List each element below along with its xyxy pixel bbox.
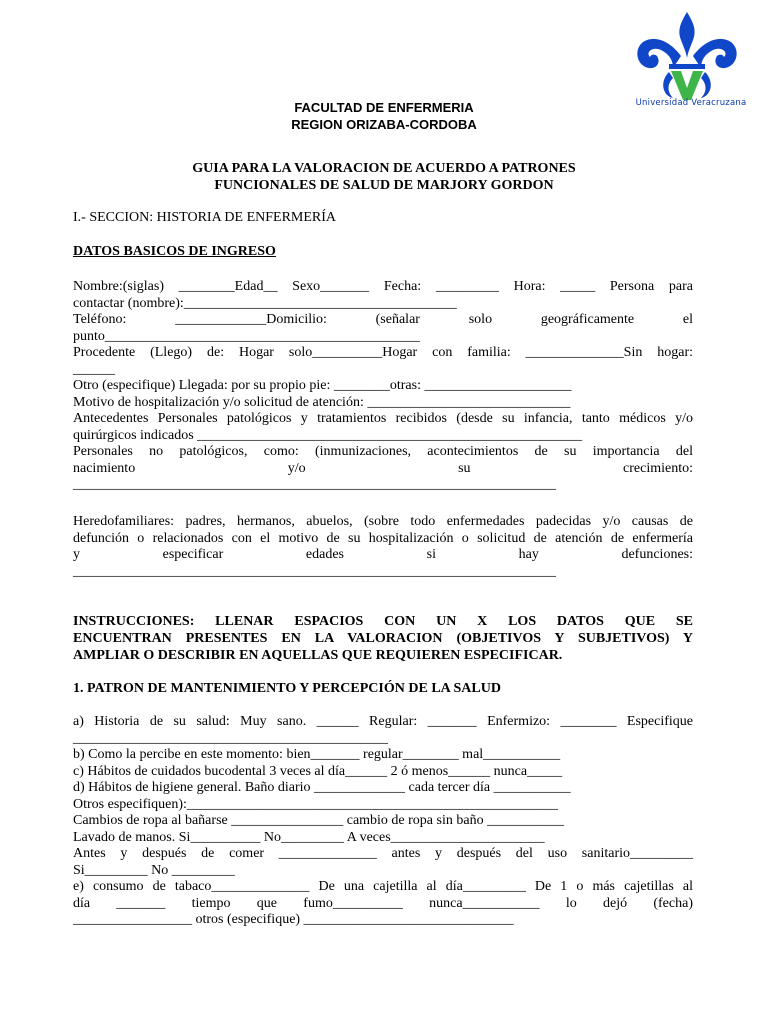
form-line: defunción o relacionados con el motivo de su hospitalización o solicitud de atención de enfermería bbox=[73, 530, 693, 546]
section-heading: I.- SECCION: HISTORIA DE ENFERMERÍA bbox=[73, 210, 337, 225]
datos-basicos-block bbox=[73, 279, 693, 494]
region-name: REGION ORIZABA-CORDOBA bbox=[291, 117, 477, 132]
form-line: Personales no patológicos, como: (inmunizaciones, acontecimientos de su importancia del bbox=[73, 444, 693, 459]
form-line: y especificar edades si hay defunciones: bbox=[73, 547, 693, 562]
form-line: Antes y después de comer ______________ antes y después del uso sanitario_________ bbox=[73, 846, 693, 861]
form-line: ______ bbox=[73, 361, 115, 377]
form-line: Lavado de manos. Si__________ No_________ A veces______________________ bbox=[73, 829, 545, 845]
form-line: contactar (nombre):_______________________________________ bbox=[73, 295, 457, 311]
form-line: Motivo de hospitalización y/o solicitud de atención: _____________________________ bbox=[73, 394, 571, 410]
form-line: Otro (especifique) Llegada: por su propio pie: ________otras: _____________________ bbox=[73, 378, 572, 393]
form-line: d) Hábitos de higiene general. Baño diario _____________ cada tercer día ___________ bbox=[73, 780, 571, 795]
form-line: Nombre:(siglas) ________Edad__ Sexo_______ Fecha: _________ Hora: _____ Persona para bbox=[73, 279, 693, 294]
form-line: b) Como la percibe en este momento: bien_______ regular________ mal___________ bbox=[73, 747, 561, 762]
pattern1-heading: 1. PATRON DE MANTENIMIENTO Y PERCEPCIÓN DE LA SALUD bbox=[73, 681, 501, 696]
form-line: e) consumo de tabaco______________ De una cajetilla al día_________ De 1 o más cajetillas al bbox=[73, 879, 693, 894]
form-line: punto_____________________________________________ bbox=[73, 328, 420, 344]
form-line: día _______ tiempo que fumo__________ nunca___________ lo dejó (fecha) bbox=[73, 895, 693, 911]
form-line: _________________ otros (especifique) ______________________________ bbox=[73, 912, 514, 927]
subheading-datos-basicos: DATOS BASICOS DE INGRESO bbox=[73, 244, 276, 259]
pattern1-block bbox=[73, 714, 693, 929]
instruction-line: AMPLIAR O DESCRIBIR EN AQUELLAS QUE REQUIEREN ESPECIFICAR. bbox=[73, 648, 563, 663]
form-line: Antecedentes Personales patológicos y tratamientos recibidos (desde su infancia, tanto médicos y/o bbox=[73, 411, 693, 426]
form-line: Procedente (Llego) de: Hogar solo__________Hogar con familia: ______________Sin hogar: bbox=[73, 345, 693, 360]
form-line: Otros especifiquen):_____________________________________________________ bbox=[73, 796, 558, 812]
document-title-line2: FUNCIONALES DE SALUD DE MARJORY GORDON bbox=[214, 178, 554, 193]
heredofamiliares-block bbox=[73, 514, 693, 580]
form-line: a) Historia de su salud: Muy sano. ______ Regular: _______ Enfermizo: ________ Especifique bbox=[73, 714, 693, 729]
faculty-name: FACULTAD DE ENFERMERIA bbox=[294, 100, 474, 115]
form-line: Teléfono: _____________Domicilio: (señalar solo geográficamente el bbox=[73, 312, 693, 327]
form-line: _____________________________________________________________________ bbox=[73, 563, 556, 579]
form-line: c) Hábitos de cuidados bucodental 3 veces al día______ 2 ó menos______ nunca_____ bbox=[73, 763, 563, 779]
form-line: _____________________________________________________________________ bbox=[73, 477, 556, 492]
university-name: Universidad Veracruzana bbox=[635, 98, 747, 108]
instruction-line: INSTRUCCIONES: LLENAR ESPACIOS CON UN X LOS DATOS QUE SE bbox=[73, 614, 693, 629]
form-line: Cambios de ropa al bañarse ________________ cambio de ropa sin baño ___________ bbox=[73, 813, 565, 828]
form-line: Si_________ No _________ bbox=[73, 862, 235, 878]
instructions-block bbox=[73, 613, 693, 664]
form-line: nacimiento y/o su crecimiento: bbox=[73, 460, 693, 476]
form-line: quirúrgicos indicados _______________________________________________________ bbox=[73, 427, 583, 443]
document-title-line1: GUIA PARA LA VALORACION DE ACUERDO A PATRONES bbox=[192, 161, 576, 176]
instruction-line: ENCUENTRAN PRESENTES EN LA VALORACION (OBJETIVOS Y SUBJETIVOS) Y bbox=[73, 631, 693, 646]
form-line: Heredofamiliares: padres, hermanos, abuelos, (sobre todo enfermedades padecidas y/o causas de bbox=[73, 514, 693, 529]
form-line: _____________________________________________ bbox=[73, 730, 388, 746]
